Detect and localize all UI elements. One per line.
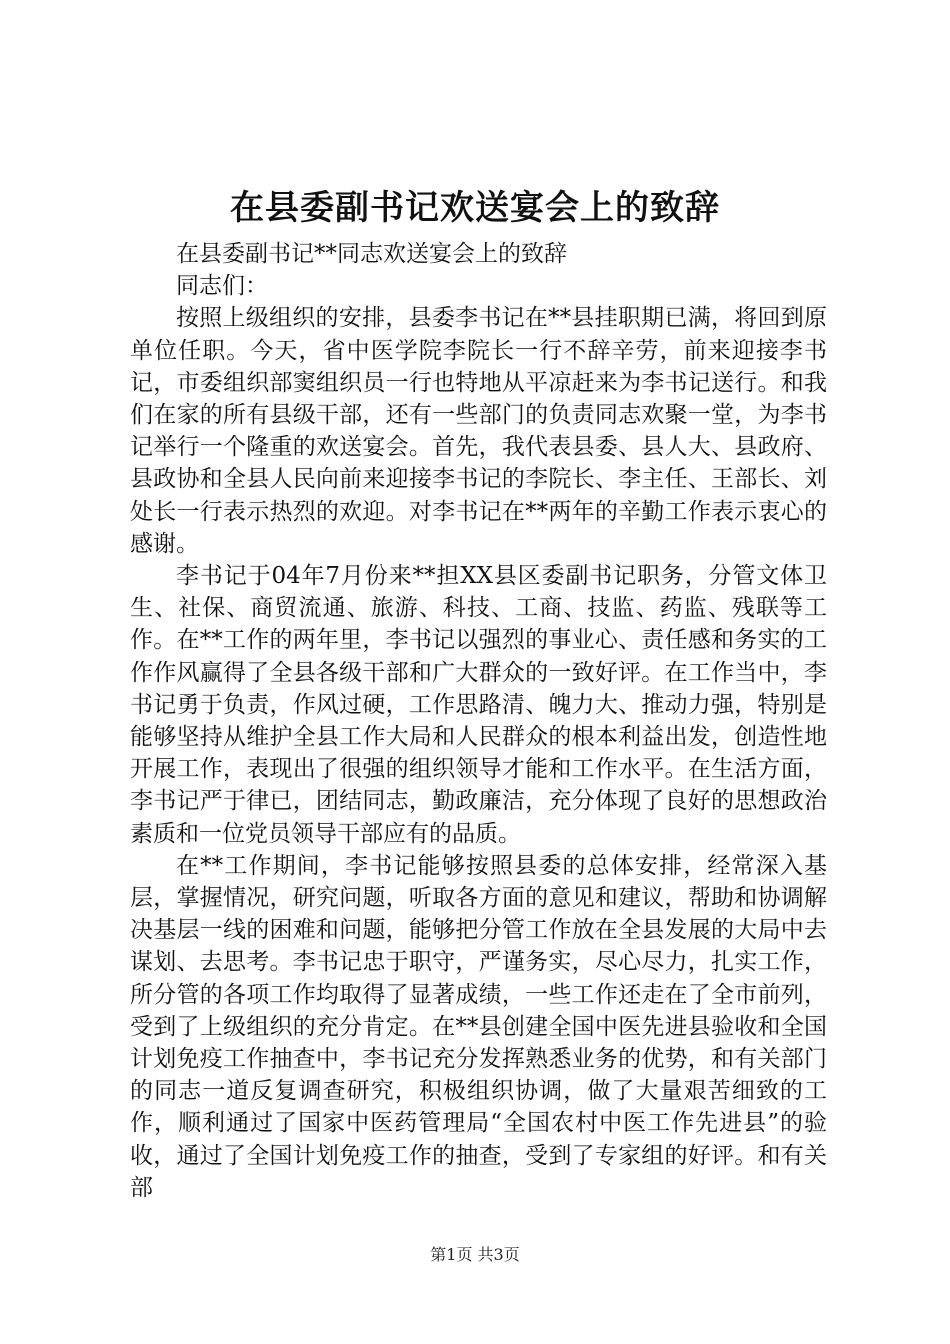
document-title: 在县委副书记欢送宴会上的致辞	[230, 188, 720, 228]
document-subtitle: 在县委副书记**同志欢送宴会上的致辞	[176, 241, 567, 267]
salutation: 同志们：	[176, 273, 268, 300]
page-number-footer: 第1页 共3页	[430, 1245, 520, 1264]
paragraph: 李书记于04年7月份来**担XX县区委副书记职务，分管文体卫生、社保、商贸流通、旅游、科技、工商、技监、药监、残联等工作。在**工作的两年里，李书记以强烈的事业心、责任感和务实的工作作风赢得了全县各级干部和广大群众的一致好评。在工作当中，李书记勇于负责，作风过硬，工作思路清、魄力大、推动力强，特别是能够坚持从维护全县工作大局和人民群众的根本利益出发，创造性地开展工作，表现出了很强的组织领导才能和工作水平。在生活方面，李书记严于律已，团结同志，勤政廉洁，充分体现了良好的思想政治素质和一位党员领导干部应有的品质。	[130, 563, 827, 847]
document-body	[130, 238, 827, 1204]
paragraph: 按照上级组织的安排，县委李书记在**县挂职期已满，将回到原单位任职。今天，省中医学院李院长一行不辞辛劳，前来迎接李书记，市委组织部窦组织员一行也特地从平凉赶来为李书记送行。和我们在家的所有县级干部，还有一些部门的负责同志欢聚一堂，为李书记举行一个隆重的欢送宴会。首先，我代表县委、县人大、县政府、县政协和全县人民向前来迎接李书记的李院长、李主任、王部长、刘处长一行表示热烈的欢迎。对李书记在**两年的辛勤工作表示衷心的感谢。	[130, 305, 827, 557]
paragraph: 在**工作期间，李书记能够按照县委的总体安排，经常深入基层，掌握情况，研究问题，听取各方面的意见和建议，帮助和协调解决基层一线的困难和问题，能够把分管工作放在全县发展的大局中去谋划、去思考。李书记忠于职守，严谨务实，尽心尽力，扎实工作，所分管的各项工作均取得了显著成绩，一些工作还走在了全市前列，受到了上级组织的充分肯定。在**县创建全国中医先进县验收和全国计划免疫工作抽查中，李书记充分发挥熟悉业务的优势，和有关部门的同志一道反复调查研究，积极组织协调，做了大量艰苦细致的工作，顺利通过了国家中医药管理局“全国农村中医工作先进县”的验收，通过了全国计划免疫工作的抽查，受到了专家组的好评。和有关部	[130, 852, 827, 1201]
